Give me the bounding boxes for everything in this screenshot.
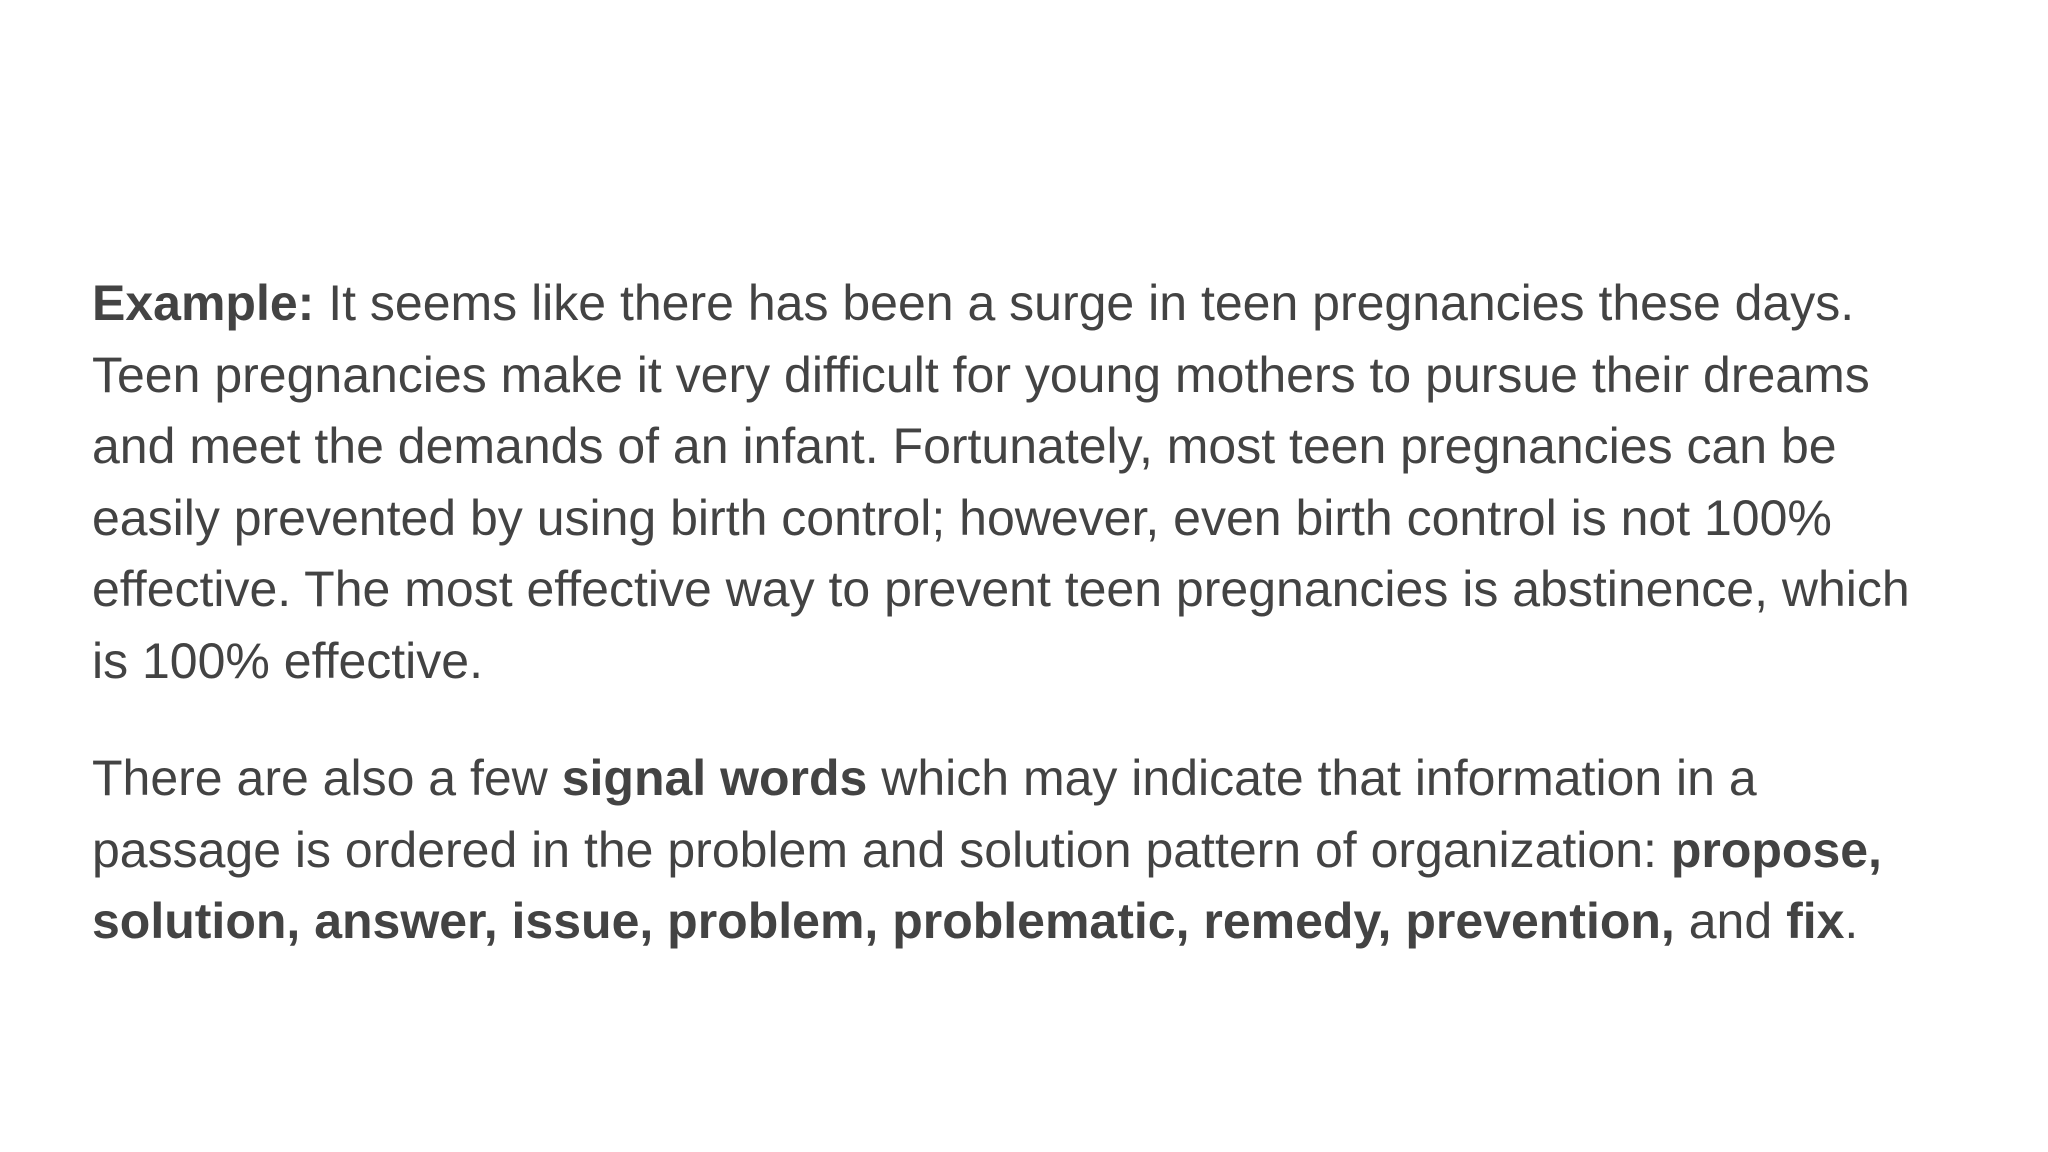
signal-words-term: signal words	[561, 750, 868, 806]
example-line-1: It seems like there has been a surge in teen pregnancies these days.	[328, 275, 1855, 331]
signal-line-1-end: which may indicate that information in a	[881, 750, 1757, 806]
signal-line-2-start: passage is ordered in the problem and solution pattern of organization:	[92, 821, 1657, 878]
signal-words-list: solution, answer, issue, problem, problematic, remedy, prevention,	[92, 893, 1675, 949]
signal-word-fix: fix	[1786, 893, 1845, 949]
example-line-6: is 100% effective.	[92, 632, 483, 689]
signal-word-propose: propose,	[1670, 821, 1882, 878]
example-label: Example:	[92, 275, 315, 331]
signal-words-paragraph	[92, 743, 1992, 958]
example-line-4: easily prevented by using birth control; however, even birth control is not 100%	[92, 489, 1832, 546]
example-line-3: and meet the demands of an infant. Fortunately, most teen pregnancies can be	[92, 418, 1837, 474]
text-block	[92, 268, 1992, 958]
example-paragraph	[92, 268, 1992, 697]
signal-and: and	[1688, 893, 1773, 949]
example-line-5: effective. The most effective way to prevent teen pregnancies is abstinence, which	[92, 561, 1910, 617]
example-line-2: Teen pregnancies make it very difficult for young mothers to pursue their dreams	[92, 346, 1870, 403]
final-period: .	[1844, 893, 1859, 949]
signal-line-1-start: There are also a few	[92, 750, 548, 806]
